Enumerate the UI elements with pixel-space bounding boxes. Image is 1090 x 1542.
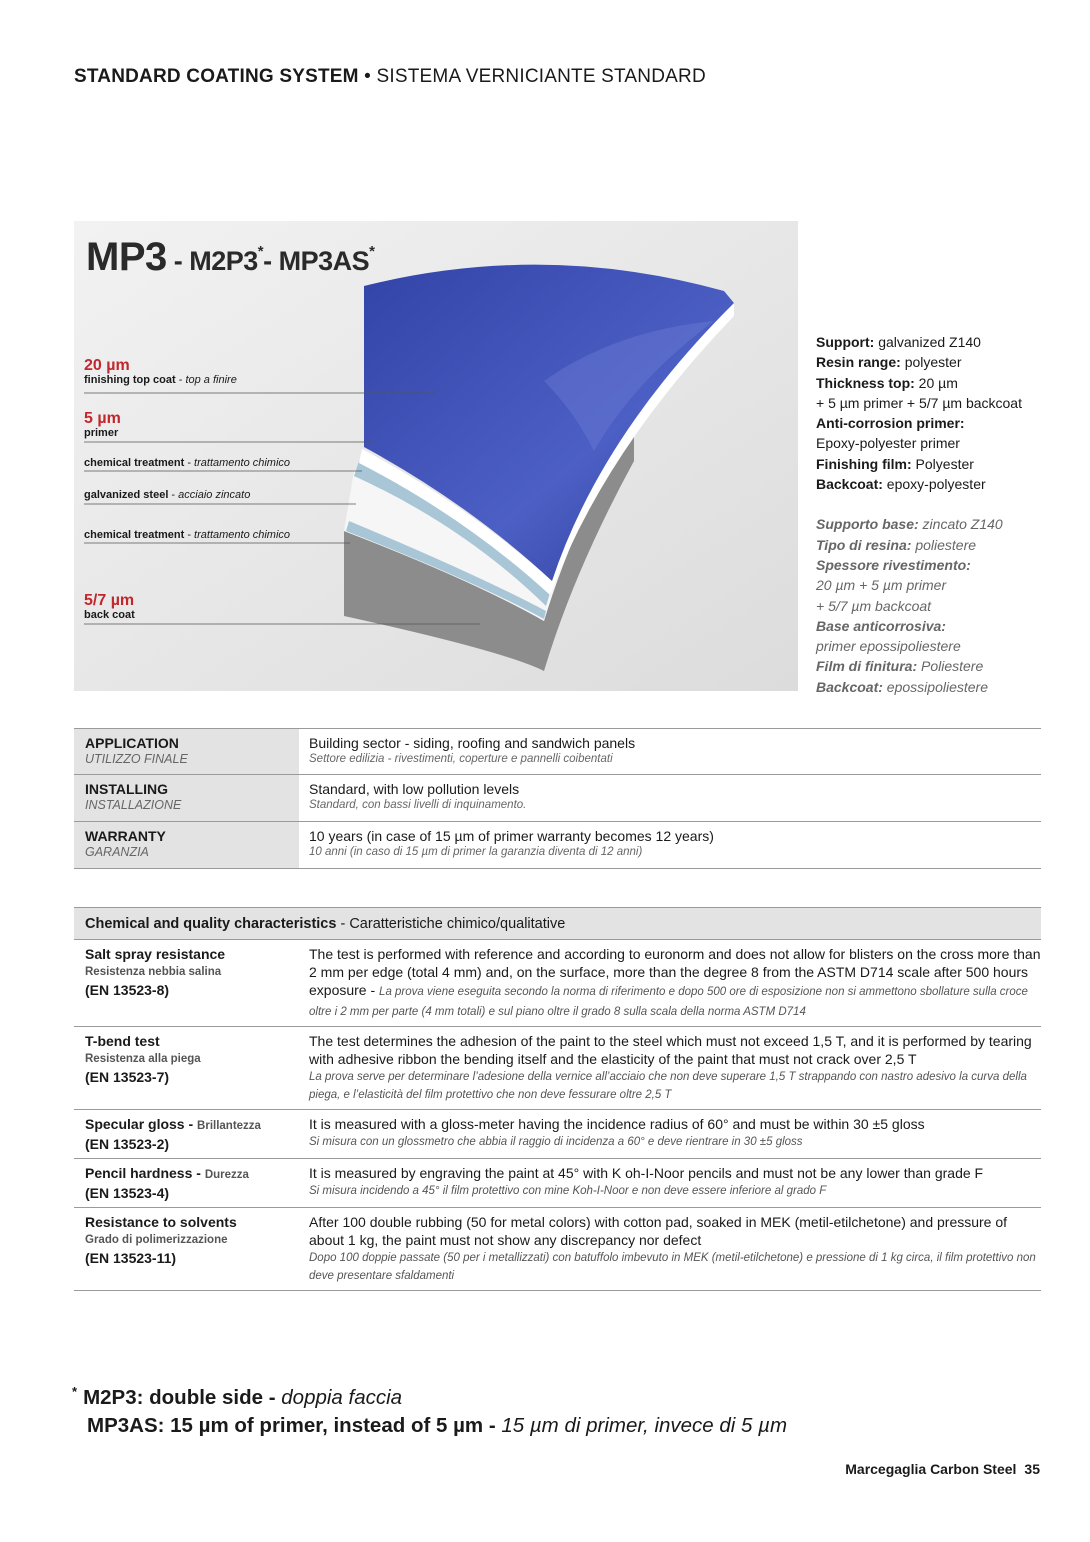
spec-value: epossipoliestere — [882, 678, 988, 695]
test-name — [74, 943, 299, 1023]
row-title-it: UTILIZZO FINALE — [85, 752, 188, 766]
spec-key: Backcoat: — [816, 678, 883, 695]
spec-row — [816, 514, 1056, 534]
spec-row — [816, 677, 1056, 697]
description-en: The test is performed with reference and according to euronorm and does not allow for blisters on the cross more than 2 mm per edge (total 4 mm) and, on the surface, more than the degree 8 from the ASTM D714 scale after 500 hours exposure - — [309, 946, 1041, 998]
spec-row — [816, 454, 1056, 474]
test-description — [299, 1211, 1041, 1287]
table-title: Chemical and quality characteristics — [85, 916, 337, 932]
layer-name: chemical treatment — [84, 529, 185, 541]
spec-key: Thickness top: — [816, 374, 915, 391]
footnote-line-1: M2P3: double side - — [83, 1386, 282, 1409]
dash: - — [184, 529, 195, 541]
test-description — [299, 943, 1041, 1023]
table-row — [74, 822, 1041, 869]
spec-value: primer epossipoliestere — [816, 638, 961, 655]
table-header — [74, 907, 1041, 939]
test-title-it: Grado di polimerizzazione — [85, 1234, 228, 1246]
layer-thickness: 5/7 µm — [84, 592, 135, 609]
spec-row — [816, 555, 1056, 575]
row-text-it: 10 anni (in caso di 15 µm di primer la garanzia diventa di 12 anni) — [309, 846, 643, 858]
layer-chemical-treatment-bottom — [84, 529, 290, 541]
layer-thickness: 20 µm — [84, 357, 130, 374]
layer-name: chemical treatment — [84, 457, 185, 469]
description-it: Si misura con un glossmetro che abbia il raggio di incidenza a 60° e deve rientrare in 30 ±5 gloss — [309, 1136, 803, 1148]
row-value — [299, 729, 1041, 774]
test-standard: (EN 13523-7) — [85, 1069, 170, 1085]
layer-name: primer — [84, 427, 119, 439]
header-separator: • — [364, 66, 372, 87]
description-it: La prova viene eseguita secondo la norma di riferimento e dopo 500 ore di esposizione non si ammettono sbollature sulla croce oltre i 2 mm per parte (4 mm totali) e sul piano oltre il grado 8 sulla scala della norma ASTM D714 — [309, 986, 1028, 1018]
layer-chemical-treatment-top — [84, 457, 290, 469]
coating-stack-graphic — [74, 221, 798, 691]
spec-value: Polyester — [911, 455, 974, 472]
dash: - — [184, 457, 195, 469]
spec-value: zincato Z140 — [918, 516, 1003, 533]
table-row — [74, 939, 1041, 1026]
test-standard: (EN 13523-11) — [85, 1250, 177, 1266]
spec-key: Anti-corrosion primer: — [816, 415, 965, 432]
dash: - — [175, 374, 186, 386]
spec-key: Finishing film: — [816, 455, 912, 472]
spec-row — [816, 656, 1056, 676]
layer-back-coat — [84, 592, 135, 621]
spec-key: Film di finitura: — [816, 658, 918, 675]
footer-brand: Marcegaglia Carbon Steel — [845, 1461, 1017, 1477]
spec-row — [816, 636, 1056, 656]
test-title-it: Brillantezza — [197, 1120, 261, 1132]
layer-name-it: trattamento chimico — [194, 457, 291, 469]
test-standard: (EN 13523-8) — [85, 982, 170, 998]
test-title: T-bend test — [85, 1033, 160, 1049]
table-row — [74, 775, 1041, 822]
layer-thickness: 5 µm — [84, 410, 121, 427]
row-text-it: Settore edilizia - rivestimenti, coperture e pannelli coibentati — [309, 753, 613, 765]
row-text-it: Standard, con bassi livelli di inquinamento. — [309, 799, 527, 811]
layer-primer — [84, 410, 121, 439]
test-standard: (EN 13523-2) — [85, 1136, 170, 1152]
spec-key: Tipo di resina: — [816, 536, 912, 553]
test-title: Salt spray resistance — [85, 946, 226, 962]
spec-value: 20 µm — [914, 374, 958, 391]
row-value — [299, 822, 1041, 868]
spec-value: galvanized Z140 — [874, 334, 981, 350]
description-en: It is measured with a gloss-meter having the incidence radius of 60° and must be within 30 ±5 gloss — [309, 1116, 925, 1132]
test-standard: (EN 13523-4) — [85, 1185, 170, 1201]
spec-row — [816, 596, 1056, 616]
row-title-it: INSTALLAZIONE — [85, 798, 182, 812]
footnote-line-1-it: doppia faccia — [281, 1386, 403, 1409]
spec-row — [816, 413, 1056, 433]
chemical-characteristics-table — [74, 907, 1041, 1291]
description-it: Si misura incidendo a 45° il film protettivo con mine Koh-I-Noor e non deve essere inferiore al grado F — [309, 1185, 827, 1197]
test-name — [74, 1162, 299, 1204]
description-it: Dopo 100 doppie passate (50 per i metallizzati) con batuffolo imbevuto in MEK (metil-etilchetone) e pressione di 1 kg circa, il film protettivo non deve presentare sfaldamenti — [309, 1252, 1036, 1282]
spec-key: Backcoat: — [816, 476, 883, 493]
layer-name: finishing top coat — [84, 374, 176, 386]
row-header — [74, 729, 299, 774]
test-name — [74, 1030, 299, 1106]
product-title — [86, 235, 375, 280]
test-title: Specular gloss - — [85, 1116, 198, 1132]
test-title-it: Resistenza nebbia salina — [85, 966, 222, 978]
product-code-main: MP3 — [86, 235, 167, 279]
spec-value: poliestere — [911, 536, 977, 553]
table-row — [74, 1026, 1041, 1109]
row-value — [299, 775, 1041, 821]
spec-row — [816, 535, 1056, 555]
row-title-it: GARANZIA — [85, 845, 149, 859]
table-row — [74, 1158, 1041, 1207]
spec-value: 20 µm + 5 µm primer — [816, 577, 947, 594]
page-footer — [845, 1461, 1040, 1477]
layer-name-it: top a finire — [185, 374, 237, 386]
page-number: 35 — [1024, 1461, 1040, 1477]
table-row — [74, 1207, 1041, 1291]
layer-name: galvanized steel — [84, 489, 169, 501]
spec-row — [816, 352, 1056, 372]
footnote-marker: * — [369, 243, 375, 260]
page-header — [74, 66, 706, 88]
footnote-line-2: MP3AS: 15 µm of primer, instead of 5 µm - — [87, 1414, 502, 1437]
row-header — [74, 775, 299, 821]
header-title-it: SISTEMA VERNICIANTE STANDARD — [376, 66, 706, 87]
test-description — [299, 1113, 1041, 1155]
layer-name-it: acciaio zincato — [178, 489, 251, 501]
description-en: It is measured by engraving the paint at 45° with K oh-I-Noor pencils and must not be any lower than grade F — [309, 1165, 984, 1181]
spec-value: Poliestere — [917, 658, 984, 675]
row-text: Building sector - siding, roofing and sandwich panels — [309, 735, 636, 751]
product-code-variant-1: - M2P3 — [166, 246, 258, 276]
spec-key: Base anticorrosiva: — [816, 617, 946, 634]
dash: - — [168, 489, 179, 501]
spec-row — [816, 474, 1056, 494]
specs-panel — [816, 332, 1056, 697]
spec-key: Support: — [816, 334, 875, 350]
spec-row — [816, 393, 1056, 413]
spec-value: + 5/7 µm backcoat — [816, 597, 932, 614]
footnote-marker: * — [257, 243, 264, 260]
spec-value: Epoxy-polyester primer — [816, 435, 960, 452]
table-row — [74, 728, 1041, 775]
spec-row — [816, 433, 1056, 453]
row-title: WARRANTY — [85, 828, 166, 844]
spec-value: polyester — [900, 354, 962, 371]
row-header — [74, 822, 299, 868]
layer-name: back coat — [84, 609, 135, 621]
test-description — [299, 1162, 1041, 1204]
footnote — [72, 1378, 787, 1440]
test-title: Pencil hardness - — [85, 1165, 205, 1181]
row-title: APPLICATION — [85, 735, 179, 751]
row-text: Standard, with low pollution levels — [309, 781, 520, 797]
layer-galvanized-steel — [84, 489, 250, 501]
spec-key: Spessore rivestimento: — [816, 556, 971, 573]
application-table — [74, 728, 1041, 869]
coating-layers-illustration — [74, 221, 798, 691]
spec-key: Supporto base: — [816, 516, 919, 533]
footnote-marker: * — [72, 1384, 78, 1399]
test-description — [299, 1030, 1041, 1106]
spec-value: epoxy-polyester — [882, 476, 986, 493]
description-en: The test determines the adhesion of the paint to the steel which must not exceed 1,5 T, and it is performed by tearing with adhesive ribbon the bending itself and the elasticity of the paint that must not crack over 2,5 T — [309, 1033, 1032, 1067]
spec-row — [816, 575, 1056, 595]
description-en: After 100 double rubbing (50 for metal colors) with cotton pad, soaked in MEK (metil-etilchetone) and pressure of about 1 kg, the paint must not show any discrepancy nor defect — [309, 1214, 1008, 1248]
test-title: Resistance to solvents — [85, 1214, 237, 1230]
spec-row — [816, 332, 1056, 352]
test-name — [74, 1211, 299, 1287]
layer-top-coat — [84, 357, 237, 386]
table-row — [74, 1109, 1041, 1158]
header-title-en: STANDARD COATING SYSTEM — [74, 66, 359, 87]
test-title-it: Resistenza alla piega — [85, 1053, 201, 1065]
layer-name-it: trattamento chimico — [194, 529, 291, 541]
product-code-variant-2: - MP3AS — [263, 246, 370, 276]
test-title-it: Durezza — [204, 1169, 249, 1181]
specs-english — [816, 332, 1056, 494]
row-text: 10 years (in case of 15 µm of primer warranty becomes 12 years) — [309, 828, 714, 844]
spec-key: Resin range: — [816, 354, 901, 371]
test-name — [74, 1113, 299, 1155]
footnote-line-2-it: 15 µm di primer, invece di 5 µm — [501, 1414, 788, 1437]
description-it: La prova serve per determinare l’adesione della vernice all’acciaio che non deve superare 1,5 T strappando con nastro adesivo la curva della piega, e l’elasticità del film protettivo che non deve fessurare oltre 2,5 T — [309, 1071, 1027, 1101]
spec-row — [816, 373, 1056, 393]
spec-value: + 5 µm primer + 5/7 µm backcoat — [816, 394, 1022, 411]
spec-row — [816, 616, 1056, 636]
specs-italian — [816, 514, 1056, 697]
row-title: INSTALLING — [85, 781, 168, 797]
table-title-it: - Caratteristiche chimico/qualitative — [336, 916, 566, 932]
